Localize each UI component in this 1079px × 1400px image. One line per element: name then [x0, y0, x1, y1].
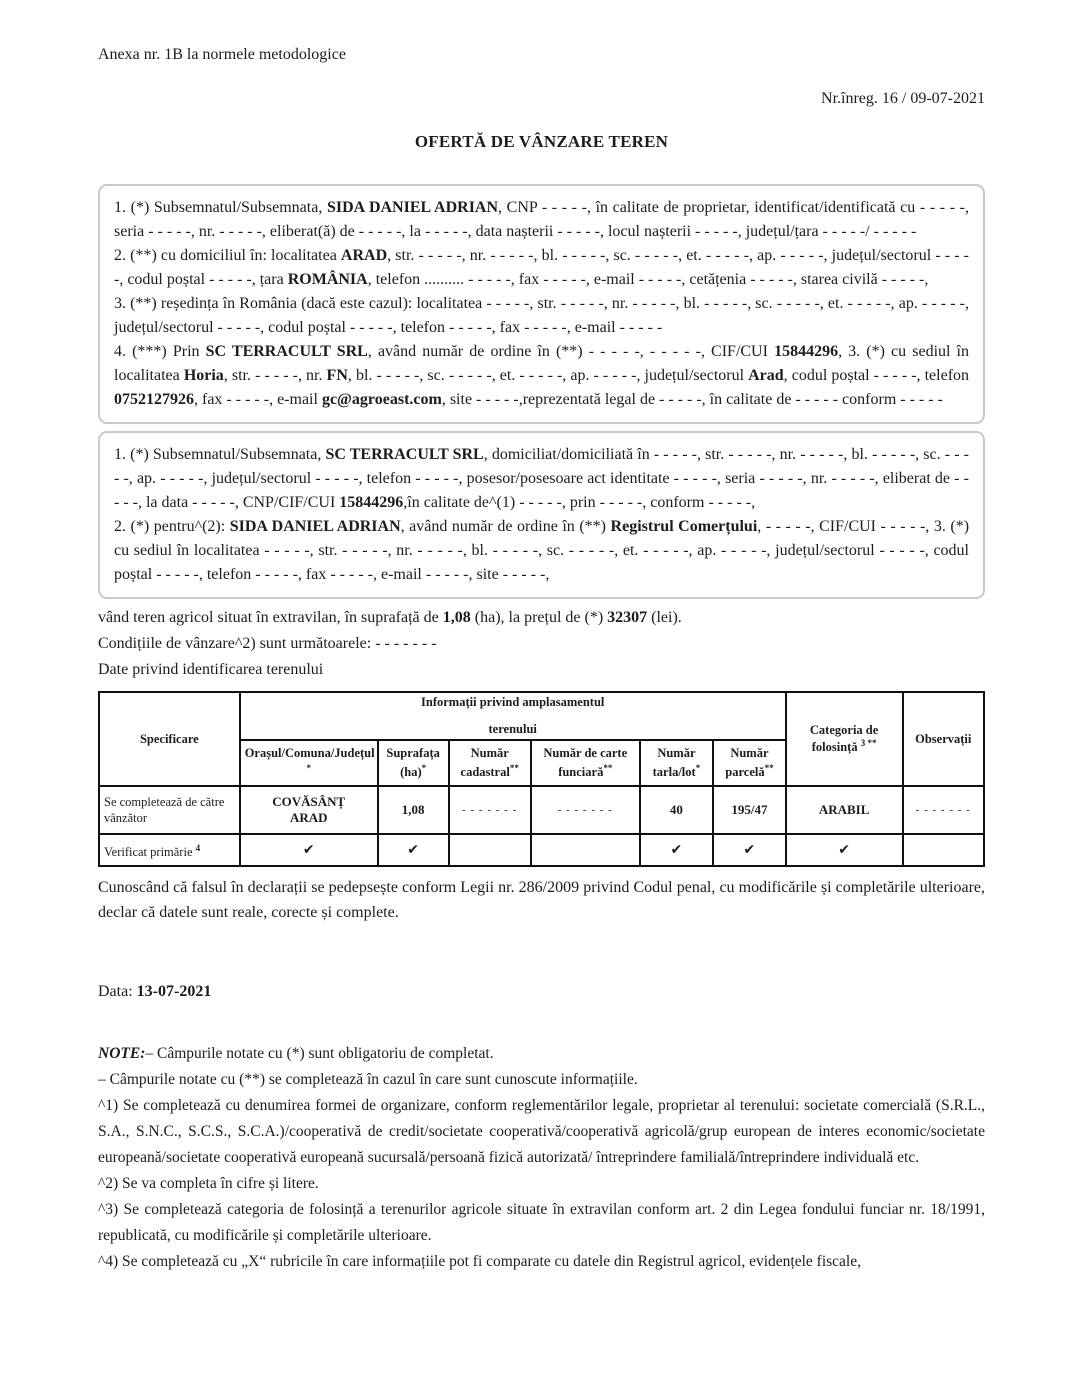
cell-categoria: ARABIL — [786, 786, 903, 834]
header-text: parcelă — [725, 765, 765, 780]
cell-empty — [903, 834, 984, 866]
header-line — [245, 761, 373, 780]
check-icon: ✔ — [302, 842, 315, 858]
column-header-parcela — [713, 740, 786, 786]
header-line — [383, 746, 444, 761]
column-group-header-amplasament — [240, 692, 786, 740]
paragraph-residence — [114, 292, 969, 340]
paragraph-text: (lei). — [647, 609, 682, 626]
cell-surface: 1,08 — [378, 786, 449, 834]
paragraph-text: vând teren agricol situat în extravilan, în suprafață de — [98, 609, 443, 626]
paragraph-text: 1. (*) Subsemnatul/Subsemnata, — [114, 199, 327, 216]
county-name: Arad — [748, 367, 784, 384]
column-header-categoria — [786, 692, 903, 786]
header-footnote: ** — [764, 762, 774, 773]
owner-name: SIDA DANIEL ADRIAN — [229, 518, 401, 535]
table-row-verified — [99, 834, 984, 866]
paragraph-text: 2. (*) pentru^(2): — [114, 518, 230, 535]
header-line — [645, 761, 708, 780]
header-line — [645, 746, 708, 761]
paragraph-text: , codul poștal - - - - -, telefon — [783, 367, 970, 384]
footnote-2: ^2) Se va completa în cifre și litere. — [98, 1175, 319, 1192]
header-line — [454, 746, 526, 761]
paragraph-text: , fax - - - - -, e-mail — [194, 391, 322, 408]
land-identification-table — [98, 691, 985, 867]
sale-conditions: Condițiile de vânzare^2) sunt următoarele: - - - - - - - — [98, 635, 437, 652]
street-number: FN — [326, 367, 348, 384]
header-line — [536, 761, 635, 780]
header-footnote: * — [421, 762, 427, 773]
table-header-row-1 — [99, 692, 984, 740]
cell-parcela: 195/47 — [713, 786, 786, 834]
date-value: 13-07-2021 — [136, 983, 212, 1000]
row-label-verified — [99, 834, 240, 866]
locality-name: Horia — [183, 367, 224, 384]
footnote-1: ^1) Se completează cu denumirea formei de organizare, conform reglementărilor legale, proprietar al terenului: societate comercială (S.R.L., S.A., S.N.C., S.C.S., S.C.A.)/cooperativă de credit/societate cooperativă/cooperativă agricolă/grup european de interes economic/societate europeană/societate cooperativă europeană sucursală/persoană fizică autorizată/ întreprindere familială/întreprindere individuală etc. — [98, 1097, 985, 1166]
table-row-seller — [99, 786, 984, 834]
cell-city — [240, 786, 378, 834]
group-header-line: terenului — [488, 722, 537, 736]
owner-name: SIDA DANIEL ADRIAN — [326, 199, 499, 216]
column-header-specificare: Specificare — [99, 692, 240, 786]
cell-check-parcela — [713, 834, 786, 866]
check-icon: ✔ — [670, 842, 683, 858]
paragraph-for-owner — [114, 515, 969, 587]
price-value: 32307 — [607, 609, 648, 626]
owner-info-box — [98, 184, 985, 424]
header-text: Număr — [730, 745, 769, 760]
column-header-carte-funciara — [531, 740, 640, 786]
registration-number: Nr.înreg. 16 / 09-07-2021 — [821, 90, 985, 107]
registry-name: Registrul Comerțului — [610, 518, 758, 535]
cell-check-surface — [378, 834, 449, 866]
notes-section — [98, 1041, 985, 1275]
cell-tarla: 40 — [640, 786, 713, 834]
paragraph-text: , site - - - - -,reprezentată legal de - - - - -, în calitate de - - - - - conform - - - - - — [441, 391, 943, 408]
paragraph-text: 3. (**) reședința în România (dacă este cazul): localitatea - - - - -, str. - - - - -, nr. - - - - -, bl. - - - - -, sc. - - - - -, et. - - - - -, ap. - - - - -, județul/sectorul - - - - -, codul poștal - - - - -, telefon - - - - -, fax - - - - -, e-mail - - - - - — [114, 295, 969, 336]
column-header-numar-cadastral — [449, 740, 531, 786]
row-label-text: Verificat primărie — [104, 845, 193, 860]
paragraph-text: , 3. (*) cu sediul în localitatea — [114, 343, 970, 384]
header-text: Categoria de — [809, 722, 879, 737]
paragraph-agent — [114, 340, 969, 412]
note-line-1 — [98, 1041, 985, 1067]
header-text: (ha) — [400, 765, 422, 780]
header-line — [718, 761, 781, 780]
paragraph-company — [114, 443, 969, 515]
notes-label: NOTE: — [98, 1045, 146, 1062]
note-line-2: – Câmpurile notate cu (**) se completează în cazul în care sunt cunoscute informațiile. — [98, 1071, 638, 1088]
paragraph-text: 2. (**) cu domiciliul în: localitatea — [114, 247, 341, 264]
header-line — [383, 761, 444, 780]
city-name: ARAD — [340, 247, 388, 264]
paragraph-text: ,în calitate de^(1) - - - - -, prin - - - - -, conform - - - - -, — [403, 494, 756, 511]
date-label: Data: — [98, 983, 137, 1000]
header-line — [718, 746, 781, 761]
header-text: Număr de carte — [543, 745, 628, 760]
cell-check-tarla — [640, 834, 713, 866]
header-line — [791, 723, 898, 738]
paragraph-text: , - - - - -, CIF/CUI - - - - -, 3. (*) cu sediul în localitatea - - - - -, str. - - - - -, nr. - - - - -, bl. - - - - -, sc. - - - - -, et. - - - - -, ap. - - - - -, județul/sectorul - - - - -, codul poștal - - - - -, telefon - - - - -, fax - - - - -, e-mail - - - - -, site - - - - -, — [114, 518, 970, 583]
cell-cadastral: - - - - - - - — [449, 786, 531, 834]
header-footnote: 3 ** — [860, 737, 877, 748]
header-text: Număr — [657, 745, 696, 760]
paragraph-text: , CNP - - - - -, în calitate de proprietar, identificat/identificată cu - - - - -, seria - - - - -, nr. - - - - -, eliberat(ă) de - - - - -, la - - - - -, data nașterii - - - - -, locul nașterii - - - - -, județul/țara - - - - -/ - - - - - — [114, 199, 969, 240]
cell-check-city — [240, 834, 378, 866]
header-footnote: ** — [509, 762, 519, 773]
column-header-oras-comuna-judet — [240, 740, 378, 786]
group-header-line: Informații privind amplasamentul — [421, 695, 605, 709]
header-text: Orașul/Comuna/Județul — [244, 745, 375, 760]
note-text: – Câmpurile notate cu (*) sunt obligatoriu de completat. — [145, 1045, 494, 1062]
column-header-tarla-lot — [640, 740, 713, 786]
paragraph-text: , str. - - - - -, nr. — [223, 367, 327, 384]
cell-empty — [449, 834, 531, 866]
header-line — [454, 761, 526, 780]
company-name: SC TERRACULT SRL — [205, 343, 368, 360]
cell-line: COVĂSÂNȚ — [272, 794, 346, 809]
cell-empty — [531, 834, 640, 866]
cell-carte-funciara: - - - - - - - — [531, 786, 640, 834]
email-address: gc@agroeast.com — [321, 391, 442, 408]
check-icon: ✔ — [743, 842, 756, 858]
sale-line — [98, 605, 985, 631]
footnote-4: ^4) Se completează cu „X“ rubricile în care informațiile pot fi comparate cu datele din Registrul agricol, evidențele fiscale, — [98, 1253, 861, 1270]
cif-cui-value: 15844296 — [774, 343, 839, 360]
annex-label: Anexa nr. 1B la normele metodologice — [98, 46, 346, 63]
header-line — [245, 746, 373, 761]
country-name: ROMÂNIA — [287, 271, 368, 288]
header-footnote: * — [695, 762, 701, 773]
paragraph-text: , domiciliat/domiciliată în - - - - -, str. - - - - -, nr. - - - - -, bl. - - - - -, sc. - - - - -, ap. - - - - -, județul/sectorul - - - - -, telefon - - - - -, posesor/posesoare act identitate - - - - -, seria - - - - -, nr. - - - - -, eliberat de - - - - -, la data - - - - -, CNP/CIF/CUI — [114, 446, 969, 511]
row-label-footnote: 4 — [195, 842, 201, 853]
check-icon: ✔ — [838, 842, 850, 858]
header-text: tarla/lot — [652, 765, 696, 780]
row-label-seller: Se completează de către vânzător — [99, 786, 240, 834]
check-icon: ✔ — [407, 842, 420, 858]
footnote-3: ^3) Se completează categoria de folosință a terenurilor agricole situate în extravilan conform art. 2 din Legea fondului funciar nr. 18/1991, republicată, cu modificările și completările ulterioare. — [98, 1201, 985, 1244]
header-text: funciară — [558, 765, 604, 780]
surface-value: 1,08 — [442, 609, 471, 626]
paragraph-text: 1. (*) Subsemnatul/Subsemnata, — [114, 446, 326, 463]
sale-summary — [98, 605, 985, 683]
paragraph-owner — [114, 196, 969, 244]
cnp-cif-cui-value: 15844296 — [339, 494, 404, 511]
company-name: SC TERRACULT SRL — [325, 446, 484, 463]
column-header-suprafata — [378, 740, 449, 786]
paragraph-text: , bl. - - - - -, sc. - - - - -, et. - - - - -, ap. - - - - -, județul/sectorul — [347, 367, 749, 384]
paragraph-text: (ha), la prețul de (*) — [470, 609, 608, 626]
header-line — [536, 746, 635, 761]
paragraph-domicile — [114, 244, 969, 292]
paragraph-text: , telefon .......... - - - - -, fax - - - - -, e-mail - - - - -, cetățenia - - - - -, starea civilă - - - - -, — [367, 271, 929, 288]
header-text: Suprafața — [386, 745, 440, 760]
declaration-text: Cunoscând că falsul în declarații se pedepsește conform Legii nr. 286/2009 privind Codul penal, cu modificările și completările ulterioare, declar că datele sunt reale, corecte și complete. — [98, 879, 985, 921]
paragraph-text: 4. (***) Prin — [114, 343, 206, 360]
company-info-box — [98, 431, 985, 599]
phone-number: 0752127926 — [114, 391, 194, 408]
land-identification-heading: Date privind identificarea terenului — [98, 661, 324, 678]
cell-observatii: - - - - - - - — [903, 786, 984, 834]
page-title: OFERTĂ DE VÂNZARE TEREN — [414, 132, 669, 151]
header-text: folosință — [811, 740, 858, 755]
cell-line: ARAD — [289, 810, 328, 825]
header-line — [791, 738, 898, 755]
header-text: Număr — [470, 745, 509, 760]
paragraph-text: , având număr de ordine în (**) — [400, 518, 611, 535]
header-footnote: * — [306, 762, 311, 773]
paragraph-text: , având număr de ordine în (**) - - - - -, - - - - -, CIF/CUI — [367, 343, 775, 360]
header-text: cadastral — [460, 765, 510, 780]
cell-check-categoria — [786, 834, 903, 866]
paragraph-text: , str. - - - - -, nr. - - - - -, bl. - - - - -, sc. - - - - -, et. - - - - -, ap. - - - - -, județul/sectorul - - - - -, codul poștal - - - - -, țara — [114, 247, 970, 288]
column-header-observatii: Observații — [903, 692, 984, 786]
header-footnote: ** — [603, 762, 613, 773]
date-line — [98, 983, 985, 1001]
